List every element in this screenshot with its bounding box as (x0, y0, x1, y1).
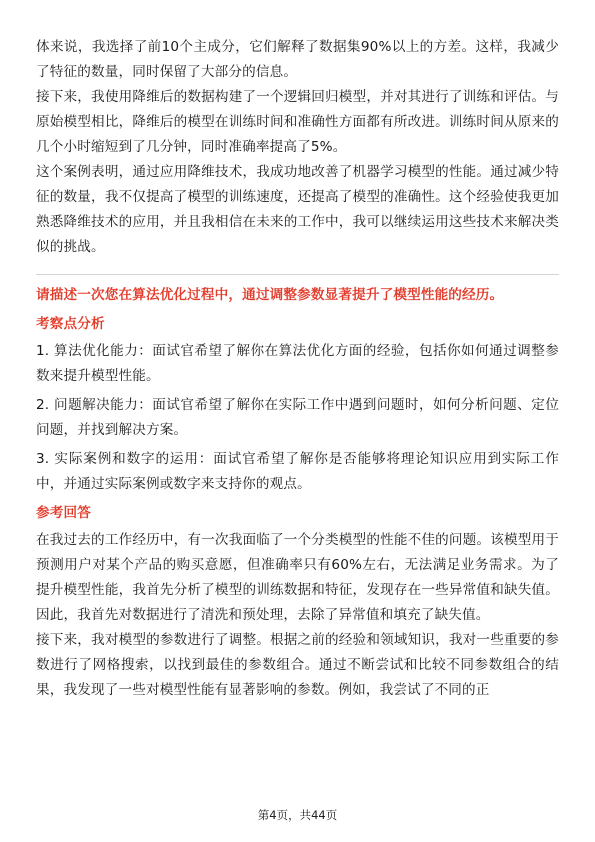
answer-paragraph-1: 在我过去的工作经历中，有一次我面临了一个分类模型的性能不佳的问题。该模型用于预测用户对某个产品的购买意愿，但准确率只有60%左右，无法满足业务需求。为了提升模型性能，我首先分析了模型的训练数据和特征，发现存在一些异常值和缺失值。因此，我首先对数据进行了清洗和预处理，去除了异常值和填充了缺失值。 (36, 532, 559, 623)
intro-paragraph-2: 接下来，我使用降维后的数据构建了一个逻辑回归模型，并对其进行了训练和评估。与原始模型相比，降维后的模型在训练时间和准确性方面都有所改进。训练时间从原来的几个小时缩短到了几分钟，同时准确率提高了5%。 (36, 89, 559, 155)
analysis-item-2: 2. 问题解决能力：面试官希望了解你在实际工作中遇到问题时，如何分析问题、定位问题，并找到解决方案。 (36, 397, 559, 438)
answer-heading: 参考回答 (36, 505, 91, 521)
answer-paragraph-2: 接下来，我对模型的参数进行了调整。根据之前的经验和领域知识，我对一些重要的参数进行了网格搜索，以找到最佳的参数组合。通过不断尝试和比较不同参数组合的结果，我发现了一些对模型性能有显著影响的参数。例如，我尝试了不同的正 (36, 632, 559, 698)
page-footer: 第4页，共44页 (257, 808, 338, 822)
analysis-item-3: 3. 实际案例和数字的运用：面试官希望了解你是否能够将理论知识应用到实际工作中，并通过实际案例或数字来支持你的观点。 (36, 451, 559, 492)
section-divider (36, 274, 559, 275)
analysis-heading: 考察点分析 (36, 316, 105, 332)
intro-paragraph-1: 体来说，我选择了前10个主成分，它们解释了数据集90%以上的方差。这样，我减少了特征的数量，同时保留了大部分的信息。 (36, 39, 559, 80)
document-body (36, 35, 559, 703)
analysis-item-1: 1. 算法优化能力：面试官希望了解你在算法优化方面的经验，包括你如何通过调整参数来提升模型性能。 (36, 343, 559, 384)
intro-paragraph-3: 这个案例表明，通过应用降维技术，我成功地改善了机器学习模型的性能。通过减少特征的数量，我不仅提高了模型的训练速度，还提高了模型的准确性。这个经验使我更加熟悉降维技术的应用，并且我相信在未来的工作中，我可以继续运用这些技术来解决类似的挑战。 (36, 164, 559, 255)
analysis-list (36, 339, 559, 497)
interview-question: 请描述一次您在算法优化过程中，通过调整参数显著提升了模型性能的经历。 (36, 287, 504, 303)
